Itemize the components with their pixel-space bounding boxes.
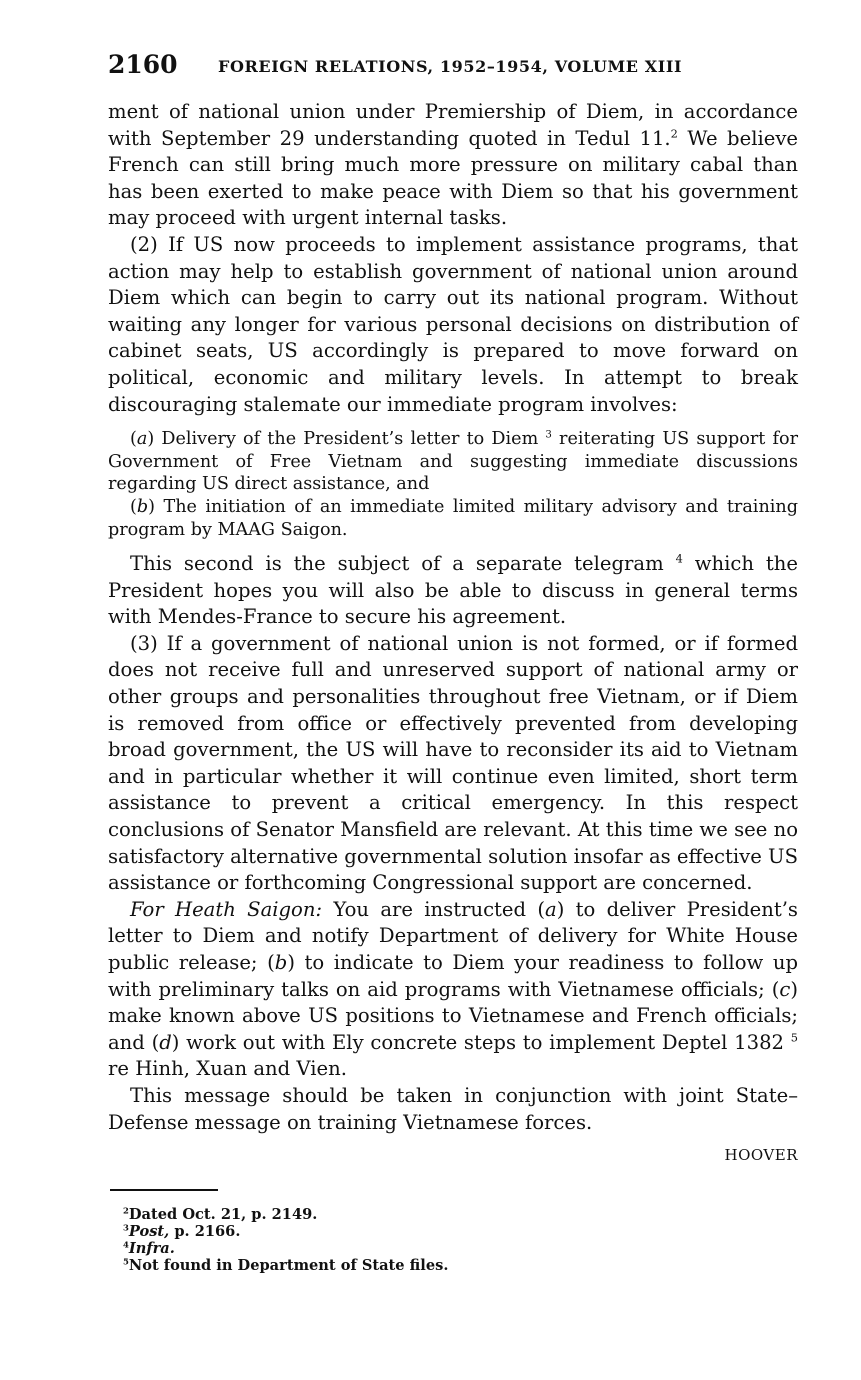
paragraph-conjunction: This message should be taken in conjunction with joint State–Defense message on training Vietnamese forces. — [108, 1083, 798, 1134]
signature: HOOVER — [724, 1146, 798, 1165]
footnote-5: $^5$Not found in Department of State files. — [123, 1256, 449, 1274]
program-item-a: (a) Delivery of the President’s letter to Diem $^3$ reiterating US support for Government of Free Vietnam and suggesting immediate discussions regarding US direct assistance, and — [108, 429, 798, 495]
footnote-ref-4: 4 — [675, 551, 683, 566]
footnotes — [123, 1206, 723, 1274]
running-title: FOREIGN RELATIONS, 1952–1954, VOLUME XIII — [218, 57, 683, 76]
paragraph-point-2: (2) If US now proceeds to implement assistance programs, that action may help to establish government of national union around Diem which can begin to carry out its national program. Without waiting any longer for various personal decisions on distribution of cabinet seats, US accordingly is prepared to move forward on political, economic and military levels. In attempt to break discouraging stalemate our immediate program involves: — [108, 232, 798, 416]
footnote-ref-2: 2 — [670, 126, 678, 141]
paragraph-continuation: ment of national union under Premiership of Diem, in accordance with September 29 understanding quoted in Tedul 11.$^2$ We believe French can still bring much more pressure on military cabal than has been exerted to make peace with Diem so that his government may proceed with urgent internal tasks. — [108, 100, 798, 230]
footnote-3: $^3$Post, p. 2166. — [123, 1222, 241, 1240]
footnote-ref-5: 5 — [790, 1030, 798, 1045]
telegram-body — [108, 99, 798, 1169]
paragraph-instructions-heath: For Heath Saigon: You are instructed (a) to deliver President’s letter to Diem and notify Department of delivery for White House public release; (b) to indicate to Diem your readiness to follow up with preliminary talks on aid programs with Vietnamese officials; (c) make known above US positions to Vietnamese and French officials; and (d) work out with Ely concrete steps to implement Deptel 1382 $^5$ re Hinh, Xuan and Vien. — [108, 897, 799, 1081]
paragraph-point-3: (3) If a government of national union is not formed, or if formed does not receive full and unreserved support of national army or other groups and personalities throughout free Vietnam, or if Diem is removed from office or effectively prevented from developing broad government, the US will have to reconsider its aid to Vietnam and in particular whether it will continue even limited, short term assistance to prevent a critical emergency. In this respect conclusions of Senator Mansfield are relevant. At this time we see no satisfactory alternative governmental solution insofar as effective US assistance or forthcoming Congressional support are concerned. — [108, 631, 798, 895]
footnote-2: $^2$Dated Oct. 21, p. 2149. — [123, 1205, 318, 1223]
program-item-b: (b) The initiation of an immediate limited military advisory and training program by MAAG Saigon. — [108, 496, 798, 540]
addressee-lead: For Heath Saigon: — [130, 897, 323, 921]
page-header — [108, 50, 798, 84]
footnote-ref-3: 3 — [545, 429, 552, 441]
footnote-4: $^4$Infra. — [123, 1239, 175, 1257]
page-number: 2160 — [108, 50, 178, 79]
footnote-divider — [110, 1189, 218, 1191]
paragraph-separate-telegram: This second is the subject of a separate telegram $^4$ which the President hopes you will also be able to discuss in general terms with Mendes-France to secure his agreement. — [108, 551, 798, 629]
